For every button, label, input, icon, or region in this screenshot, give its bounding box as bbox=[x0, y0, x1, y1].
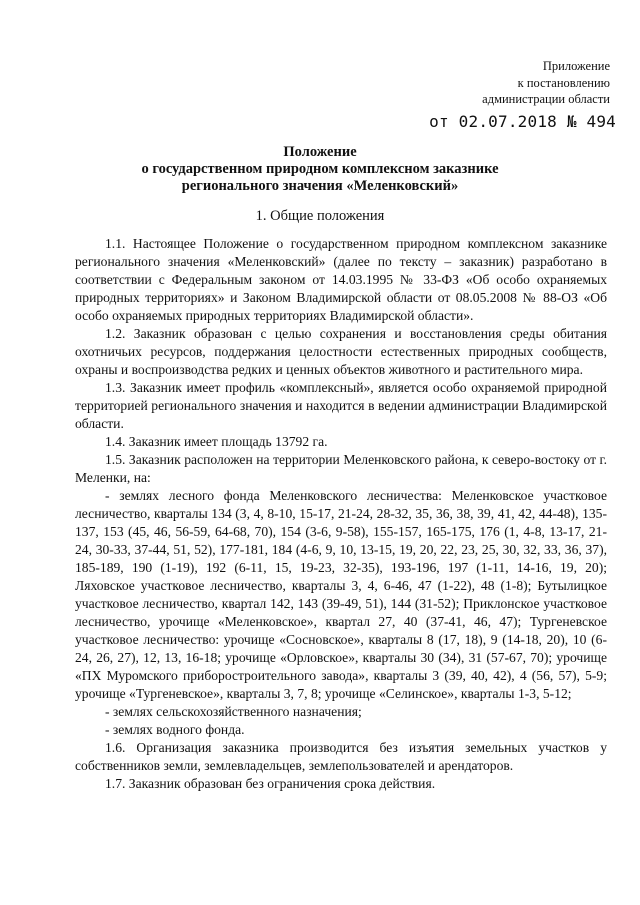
paragraph-1-2: 1.2. Заказник образован с целью сохранения и восстановления среды обитания охотничьих ресурсов, поддержания целостности естественных природных сообществ, охраны и воспроизводства редких и ценных объектов животного и растительного мира. bbox=[75, 326, 607, 377]
list-item-forest-lands: - землях лесного фонда Меленковского лесничества: Меленковское участковое лесничество, кварталы 134 (3, 4, 8-10, 15-17, 21-24, 28-32, 35, 36, 38, 39, 41, 42, 44-48), 135-137, 153 (45, 46, 56-59, 64-68, 70), 154 (3-6, 9-58), 155-157, 165-175, 176 (1, 4-8, 13-17, 21-24, 30-33, 37-44, 51, 52), 177-181, 184 (4-6, 9, 10, 13-15, 19, 20, 22, 23, 25, 30, 32, 33, 36, 37), 185-189, 190 (1-19), 192 (6-11, 15, 19-23, 32-35), 193-196, 197 (1-11, 14-16, 19, 20); Ляховское участковое лесничество, кварталы 3, 4, 6-46, 47 (1-22), 48 (1-8); Бутылицкое участковое лесничество, квартал 142, 143 (39-49, 51), 144 (31-52); Приклонское участковое лесничество, урочище «Меленковское», квартал 27, 40 (37-41, 46, 47); Тургеневское участковое лесничество: урочище «Сосновское», кварталы 8 (17, 18), 9 (14-18, 20), 10 (6-24, 26, 27), 12, 13, 16-18; урочище «Орловское», кварталы 30 (34), 31 (57-67, 70); урочище «ПХ Муромского приборостроительного завода», кварталы 3 (39, 40, 42), 4 (56, 57), 5-9; урочище «Тургеневское», кварталы 3, 7, 8; урочище «Селинское», кварталы 1-3, 5-12; bbox=[75, 488, 607, 701]
title-line-3: регионального значения «Меленковский» bbox=[181, 178, 459, 194]
document-body bbox=[75, 235, 607, 793]
appendix-header bbox=[482, 58, 610, 108]
paragraph-1-5: 1.5. Заказник расположен на территории Меленковского района, к северо-востоку от г. Меленки, на: bbox=[75, 452, 607, 485]
list-item-water-lands: - землях водного фонда. bbox=[105, 722, 245, 737]
list-item-agricultural-lands: - землях сельскохозяйственного назначения; bbox=[105, 704, 362, 719]
section-heading: 1. Общие положения bbox=[255, 208, 385, 224]
paragraph-1-4: 1.4. Заказник имеет площадь 13792 га. bbox=[105, 434, 328, 449]
appendix-line-1: Приложение bbox=[542, 59, 610, 73]
document-number: от 02.07.2018 № 494 bbox=[429, 112, 616, 131]
paragraph-1-6: 1.6. Организация заказника производится без изъятия земельных участков у собственников земли, землевладельцев, землепользователей и арендаторов. bbox=[75, 740, 607, 773]
paragraph-1-1: 1.1. Настоящее Положение о государственном природном комплексном заказнике регионального значения «Меленковский» (далее по тексту – заказник) разработано в соответствии с Федеральным законом от 14.03.1995 № 33-ФЗ «Об особо охраняемых природных территориях» и Законом Владимирской области от 08.05.2008 № 88-ОЗ «Об особо охраняемых природных территориях Владимирской области». bbox=[75, 236, 607, 323]
document-title bbox=[0, 144, 640, 195]
appendix-line-2: к постановлению bbox=[517, 75, 610, 90]
paragraph-1-3: 1.3. Заказник имеет профиль «комплексный», является особо охраняемой природной территорией регионального значения и находится в ведении администрации Владимирской области. bbox=[75, 380, 607, 431]
title-line-2: о государственном природном комплексном заказнике bbox=[141, 161, 499, 177]
appendix-line-3: администрации области bbox=[482, 92, 610, 106]
paragraph-1-7: 1.7. Заказник образован без ограничения срока действия. bbox=[105, 776, 436, 791]
title-line-1: Положение bbox=[283, 144, 357, 160]
